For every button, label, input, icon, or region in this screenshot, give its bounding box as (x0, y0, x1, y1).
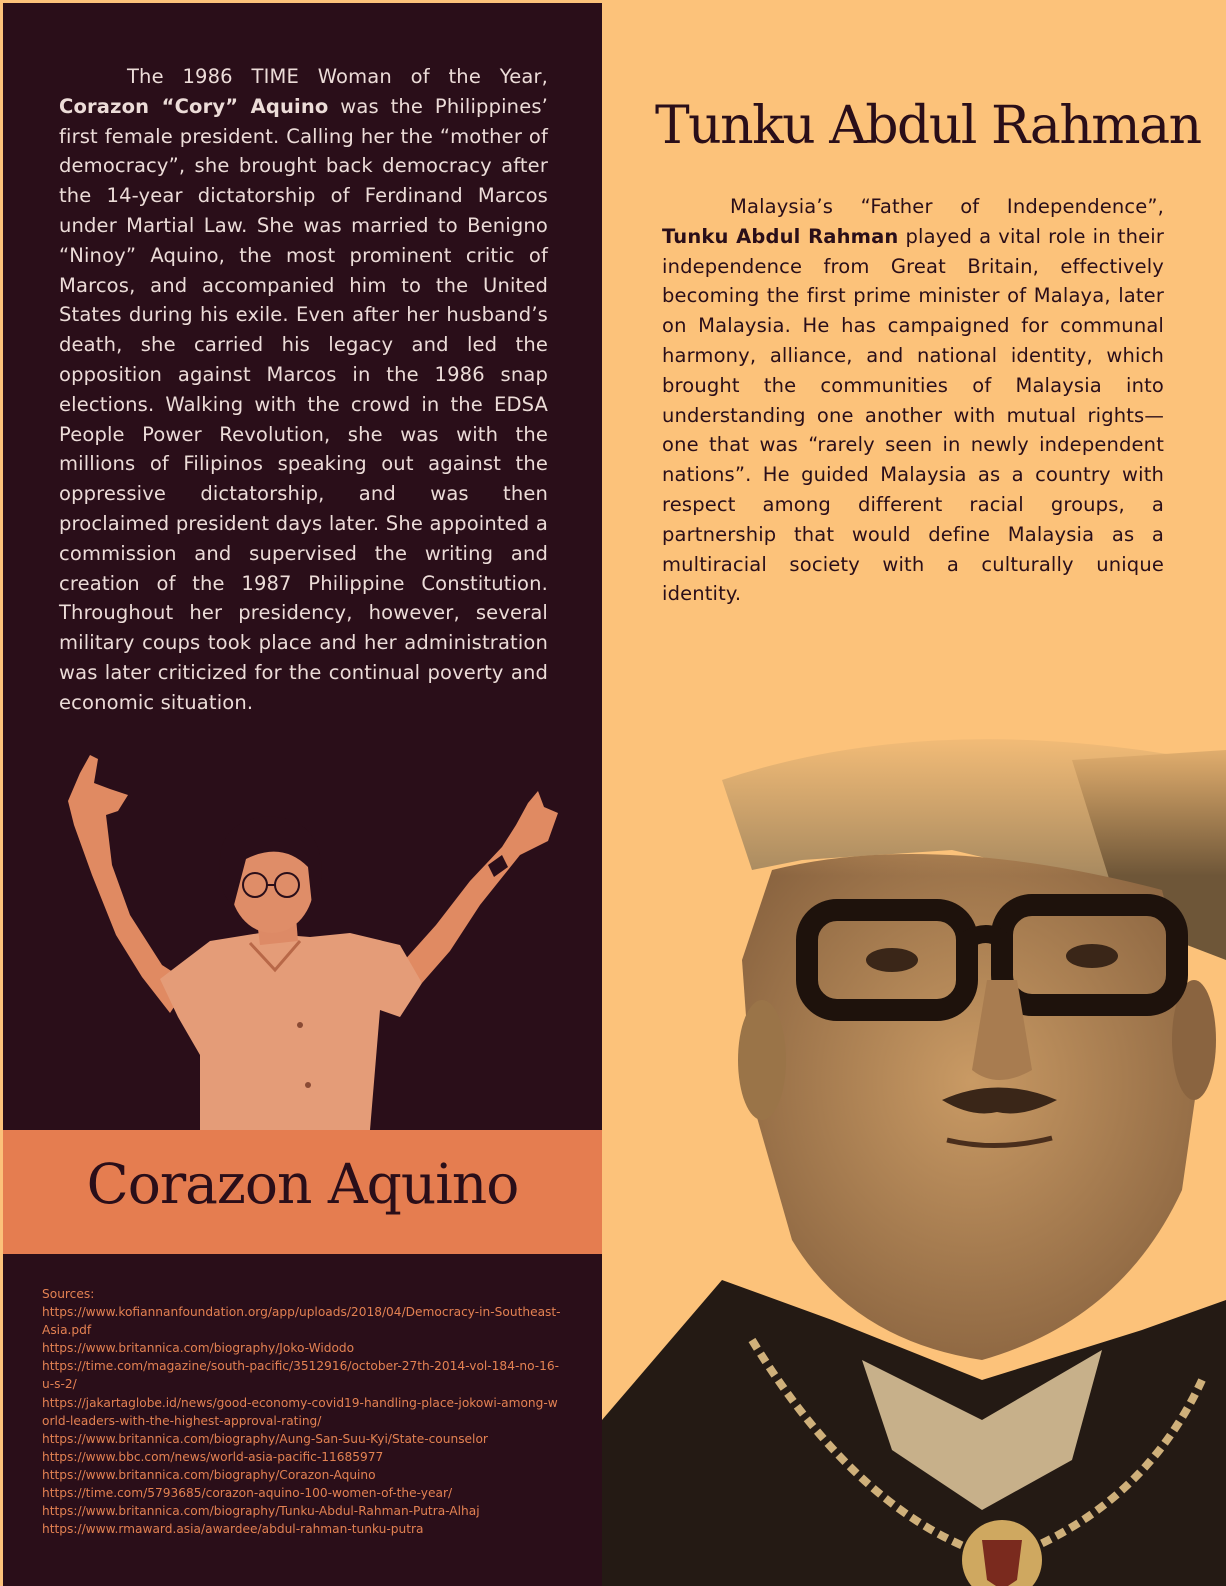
source-link[interactable]: https://www.britannica.com/biography/Corazon-Aquino (42, 1467, 376, 1482)
source-link[interactable]: https://jakartaglobe.id/news/good-economy-covid19-handling-place-jokowi-among-world-leaders-with-the-highest-approval-rating/ (42, 1395, 558, 1428)
rahman-photo (602, 720, 1226, 1586)
aquino-bio-intro: The 1986 TIME Woman of the Year, (127, 65, 548, 88)
source-link[interactable]: https://time.com/5793685/corazon-aquino-100-women-of-the-year/ (42, 1486, 453, 1501)
rahman-name: Tunku Abdul Rahman (662, 224, 899, 248)
aquino-name: Corazon “Cory” Aquino (59, 94, 329, 118)
aquino-band-title: Corazon Aquino (86, 1152, 519, 1216)
source-link[interactable]: https://www.bbc.com/news/world-asia-pacific-11685977 (42, 1449, 384, 1464)
aquino-photo (50, 755, 590, 1130)
sources-label: Sources: (42, 1287, 95, 1301)
source-link[interactable]: https://www.rmaward.asia/awardee/abdul-rahman-tunku-putra (42, 1522, 424, 1537)
rahman-title: Tunku Abdul Rahman (655, 96, 1201, 156)
aquino-bio (59, 62, 548, 718)
source-link[interactable]: https://www.britannica.com/biography/Tunku-Abdul-Rahman-Putra-Alhaj (42, 1504, 480, 1519)
rahman-bio-body: played a vital role in their independence from Great Britain, effectively becoming the first prime minister of Malaya, later on Malaysia. He has campaigned for communal harmony, alliance, and national identity, which brought the communities of Malaysia into understanding one another with mutual rights—one that was “rarely seen in newly independent nations”. He guided Malaysia as a country with respect among different racial groups, a partnership that would define Malaysia as a multiracial society with a culturally unique identity. (662, 224, 1164, 606)
aquino-bio-body: was the Philippines’ first female president. Calling her the “mother of democracy”, she brought back democracy after the 14-year dictatorship of Ferdinand Marcos under Martial Law. She was married to Benigno “Ninoy” Aquino, the most prominent critic of Marcos, and accompanied him to the United States during his exile. Even after her husband’s death, she carried his legacy and led the opposition against Marcos in the 1986 snap elections. Walking with the crowd in the EDSA People Power Revolution, she was with the millions of Filipinos speaking out against the oppressive dictatorship, and was then proclaimed president days later. She appointed a commission and supervised the writing and creation of the 1987 Philippine Constitution. Throughout her presidency, however, several military coups took place and her administration was later criticized for the continual poverty and economic situation. (59, 94, 548, 714)
rahman-bio-intro: Malaysia’s “Father of Independence”, (730, 195, 1164, 218)
rahman-bio (662, 192, 1164, 609)
sources-list (42, 1285, 562, 1538)
source-link[interactable]: https://www.britannica.com/biography/Aung-San-Suu-Kyi/State-counselor (42, 1431, 488, 1446)
source-link[interactable]: https://www.kofiannanfoundation.org/app/uploads/2018/04/Democracy-in-Southeast-Asia.pdf (42, 1305, 561, 1338)
source-link[interactable]: https://www.britannica.com/biography/Joko-Widodo (42, 1341, 355, 1356)
aquino-name-band (3, 1130, 602, 1254)
source-link[interactable]: https://time.com/magazine/south-pacific/3512916/october-27th-2014-vol-184-no-16-u-s-2/ (42, 1359, 560, 1392)
